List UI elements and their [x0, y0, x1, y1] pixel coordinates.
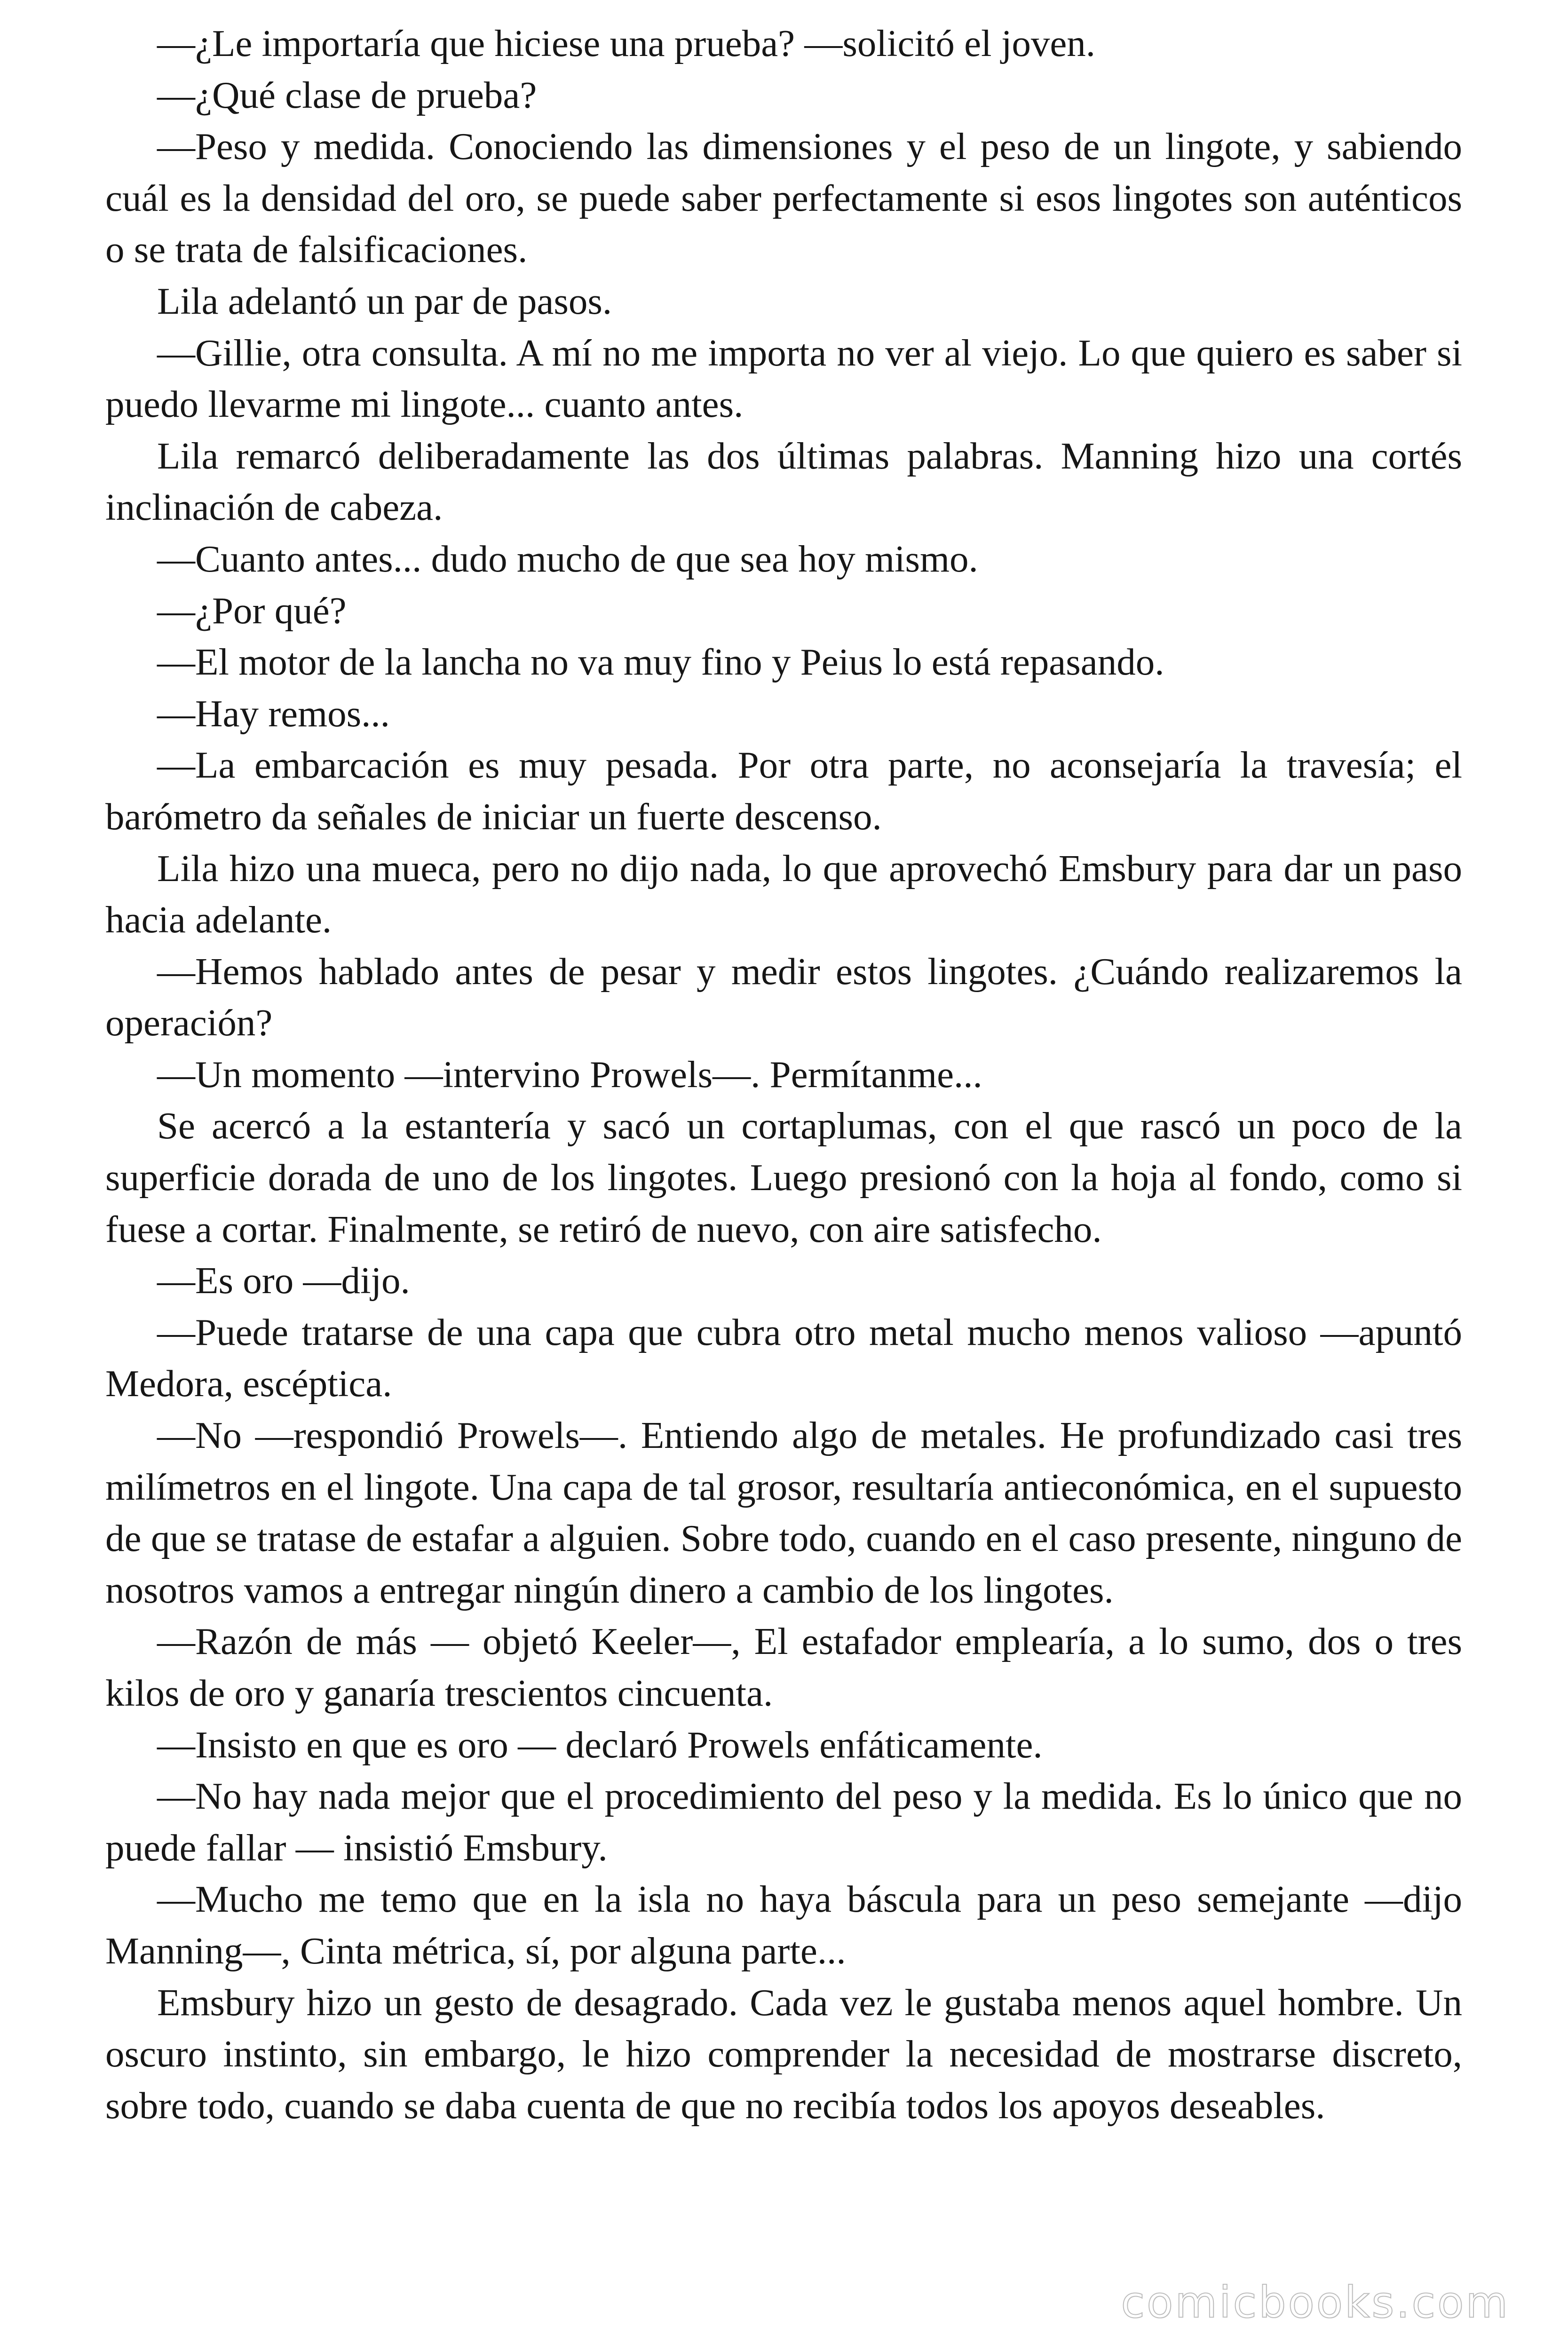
paragraph: —¿Qué clase de prueba?: [157, 73, 537, 116]
body-text: [105, 18, 1462, 2131]
paragraph: —La embarcación es muy pesada. Por otra parte, no aconsejaría la travesía; el barómetro da señales de iniciar un fuerte descenso.: [105, 744, 1462, 838]
paragraph: Lila remarcó deliberadamente las dos últimas palabras. Manning hizo una cortés inclinación de cabeza.: [105, 434, 1462, 529]
paragraph: —El motor de la lancha no va muy fino y Peius lo está repasando.: [157, 641, 1164, 683]
paragraph: —Hay remos...: [157, 692, 390, 735]
paragraph: —No hay nada mejor que el procedimiento del peso y la medida. Es lo único que no puede fallar — insistió Emsbury.: [105, 1775, 1462, 1869]
paragraph: —Puede tratarse de una capa que cubra otro metal mucho menos valioso —apuntó Medora, escéptica.: [105, 1311, 1462, 1405]
paragraph: Se acercó a la estantería y sacó un cortaplumas, con el que rascó un poco de la superficie dorada de uno de los lingotes. Luego presionó con la hoja al fondo, como si fuese a cortar. Finalmente, se retiró de nuevo, con aire satisfecho.: [105, 1104, 1462, 1250]
paragraph: —No —respondió Prowels—. Entiendo algo de metales. He profundizado casi tres milímetros en el lingote. Una capa de tal grosor, resultaría antieconómica, en el supuesto de que se tratase de estafar a alguien. Sobre todo, cuando en el caso presente, ninguno de nosotros vamos a entregar ningún dinero a cambio de los lingotes.: [105, 1414, 1462, 1611]
paragraph: —Mucho me temo que en la isla no haya báscula para un peso semejante —dijo Manning—, Cinta métrica, sí, por alguna parte...: [105, 1878, 1462, 1972]
watermark-text: comicbooks.com: [1121, 2277, 1510, 2328]
paragraph: Lila adelantó un par de pasos.: [157, 279, 612, 322]
paragraph: Lila hizo una mueca, pero no dijo nada, lo que aprovechó Emsbury para dar un paso hacia adelante.: [105, 847, 1462, 941]
paragraph: —Peso y medida. Conociendo las dimensiones y el peso de un lingote, y sabiendo cuál es la densidad del oro, se puede saber perfectamente si esos lingotes son auténticos o se trata de falsificaciones.: [105, 125, 1462, 271]
paragraph: —Un momento —intervino Prowels—. Permítanme...: [157, 1053, 982, 1096]
paragraph: Emsbury hizo un gesto de desagrado. Cada vez le gustaba menos aquel hombre. Un oscuro instinto, sin embargo, le hizo comprender la necesidad de mostrarse discreto, sobre todo, cuando se daba cuenta de que no recibía todos los apoyos deseables.: [105, 1981, 1462, 2127]
paragraph: —Cuanto antes... dudo mucho de que sea hoy mismo.: [157, 537, 978, 580]
paragraph: —Es oro —dijo.: [157, 1259, 410, 1302]
paragraph: —Gillie, otra consulta. A mí no me importa no ver al viejo. Lo que quiero es saber si puedo llevarme mi lingote... cuanto antes.: [105, 331, 1462, 426]
paragraph: —Insisto en que es oro — declaró Prowels enfáticamente.: [157, 1723, 1043, 1766]
paragraph: —¿Le importaría que hiciese una prueba? —solicitó el joven.: [157, 22, 1096, 64]
paragraph: —Razón de más — objetó Keeler—, El estafador emplearía, a lo sumo, dos o tres kilos de oro y ganaría trescientos cincuenta.: [105, 1620, 1462, 1714]
paragraph: —¿Por qué?: [157, 589, 347, 632]
paragraph: —Hemos hablado antes de pesar y medir estos lingotes. ¿Cuándo realizaremos la operación?: [105, 950, 1462, 1044]
